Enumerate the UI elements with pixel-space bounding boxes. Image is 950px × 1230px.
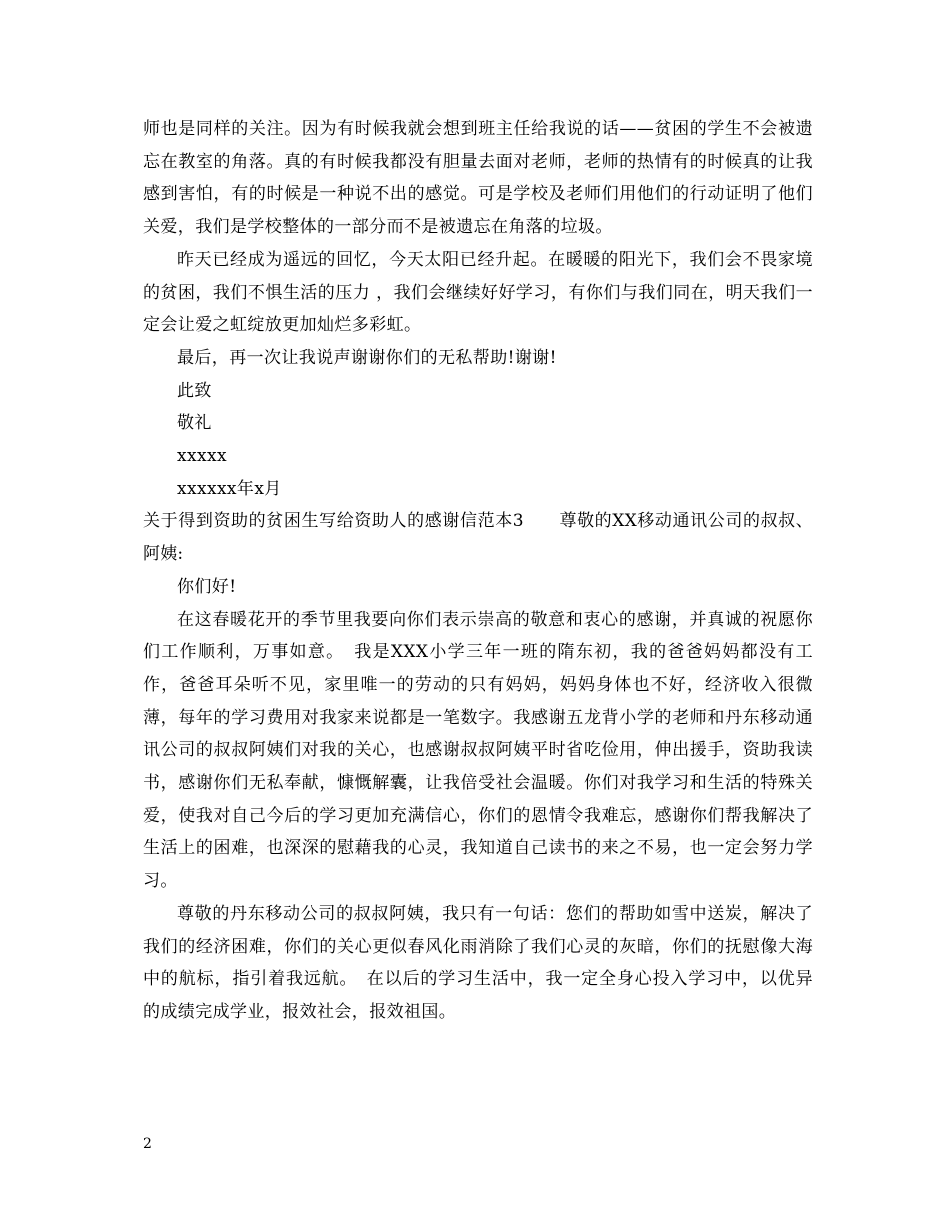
closing-jingli: 敬礼	[177, 413, 212, 434]
signature-name: xxxxx	[177, 446, 227, 467]
greeting: 你们好!	[177, 576, 237, 597]
document-body	[143, 113, 813, 1029]
paragraph-gratitude: 在这春暖花开的季节里我要向你们表示崇高的敬意和衷心的感谢，并真诚的祝愿你们工作顺利，万事如意。 我是XXX小学三年一班的隋东初，我的爸爸妈妈都没有工作，爸爸耳朵听不见，家里唯一的劳动的只有妈妈，妈妈身体也不好，经济收入很微薄，每年的学习费用对我家来说都是一笔数字。我感谢五龙背小学的老师和丹东移动通讯公司的叔叔阿姨们对我的关心，也感谢叔叔阿姨平时省吃俭用，伸出援手，资助我读书，感谢你们无私奉献，慷慨解囊，让我倍受社会温暖。你们对我学习和生活的特殊关爱，使我对自己今后的学习更加充满信心，你们的恩情令我难忘，感谢你们帮我解决了生活上的困难，也深深的慰藉我的心灵，我知道自己读书的来之不易，也一定会努力学习。	[143, 609, 813, 892]
paragraph-thanks-again: 最后，再一次让我说声谢谢你们的无私帮助!谢谢!	[177, 347, 557, 368]
paragraph-care: 师也是同样的关注。因为有时候我就会想到班主任给我说的话——贫困的学生不会被遗忘在教室的角落。真的有时候我都没有胆量去面对老师，老师的热情有的时候真的让我感到害怕，有的时候是一种说不出的感觉。可是学校及老师们用他们的行动证明了他们关爱，我们是学校整体的一部分而不是被遗忘在角落的垃圾。	[143, 119, 813, 238]
page-number: 2	[143, 1136, 152, 1152]
paragraph-yesterday: 昨天已经成为遥远的回忆，今天太阳已经升起。在暖暖的阳光下，我们会不畏家境的贫困，我们不惧生活的压力 ，我们会继续好好学习，有你们与我们同在，明天我们一定会让爱之虹绽放更加灿烂多彩虹。	[143, 249, 813, 336]
closing-cizhi: 此致	[177, 380, 212, 401]
paragraph-commitment: 尊敬的丹东移动公司的叔叔阿姨，我只有一句话：您们的帮助如雪中送炭，解决了我们的经济困难，你们的关心更似春风化雨消除了我们心灵的灰暗，你们的抚慰像大海中的航标，指引着我远航。 在以后的学习生活中，我一定全身心投入学习中，以优异的成绩完成学业，报效社会，报效祖国。	[143, 903, 813, 1022]
letter-heading-3: 关于得到资助的贫困生写给资助人的感谢信范本3 尊敬的XX移动通讯公司的叔叔、阿姨:	[143, 511, 813, 565]
signature-date: xxxxxx年x月	[177, 478, 282, 499]
